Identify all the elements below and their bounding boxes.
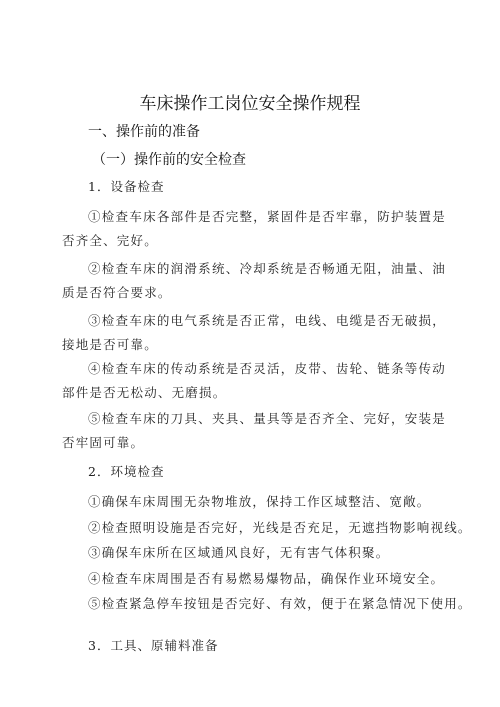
paragraph: ⑤检查紧急停车按钮是否完好、有效，便于在紧急情况下使用。: [88, 596, 472, 611]
section-heading: 一、操作前的准备: [88, 124, 200, 140]
paragraph: ②检查照明设施是否完好，光线是否充足，无遮挡物影响视线。: [88, 520, 472, 535]
subsection-heading: （一）操作前的安全检查: [92, 152, 246, 168]
paragraph: ④检查车床周围是否有易燃易爆物品，确保作业环境安全。: [88, 571, 445, 586]
paragraph: ④检查车床的传动系统是否灵活，皮带、齿轮、链条等传动部件是否无松动、无磨损。: [62, 361, 446, 400]
item-heading-equipment: 1．设备检查: [88, 179, 165, 194]
item-heading-tools: 3．工具、原辅料准备: [88, 638, 219, 653]
paragraph: ⑤检查车床的刀具、夹具、量具等是否齐全、完好，安装是否牢固可靠。: [62, 411, 446, 450]
paragraph: ③检查车床的电气系统是否正常，电线、电缆是否无破损，接地是否可靠。: [62, 313, 446, 352]
item-heading-environment: 2．环境检查: [88, 464, 165, 479]
paragraph: ①检查车床各部件是否完整，紧固件是否牢靠，防护装置是否齐全、完好。: [62, 209, 446, 248]
paragraph: ②检查车床的润滑系统、冷却系统是否畅通无阻，油量、油质是否符合要求。: [62, 261, 446, 300]
document-title: 车床操作工岗位安全操作规程: [139, 94, 361, 114]
paragraph: ③确保车床所在区域通风良好，无有害气体积聚。: [88, 545, 390, 560]
paragraph: ①确保车床周围无杂物堆放，保持工作区域整洁、宽敞。: [88, 494, 431, 509]
